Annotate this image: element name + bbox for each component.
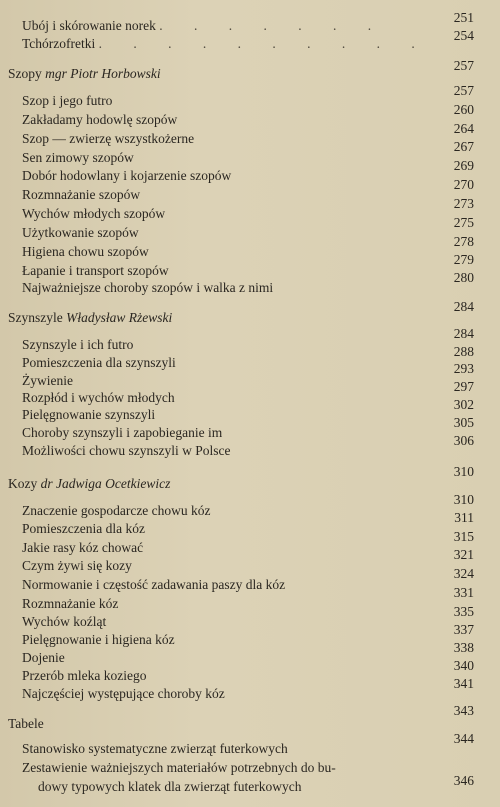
toc-entry — [22, 131, 500, 147]
toc-entry-title: Zestawienie ważniejszych materiałów potrzebnych do bu- — [22, 760, 336, 775]
section-heading — [8, 476, 500, 492]
toc-entry — [22, 521, 500, 537]
toc-entry — [22, 263, 500, 279]
toc-page-number: 275 — [453, 215, 474, 230]
toc-entry-title: Przerób mleka koziego — [22, 668, 147, 683]
toc-entry — [22, 632, 500, 648]
toc-page-number: 302 — [453, 397, 474, 412]
toc-entry-title: Ubój i skórowanie norek — [22, 18, 156, 33]
toc-page-number: 311 — [454, 510, 474, 525]
toc-page-number: 269 — [453, 158, 474, 173]
toc-entry-title: Możliwości chowu szynszyli w Polsce — [22, 443, 231, 458]
toc-entry-title: Pomieszczenia dla kóz — [22, 521, 145, 536]
toc-entry — [22, 650, 500, 666]
section-page-number: 257 — [453, 58, 474, 73]
toc-page-number: 257 — [453, 83, 474, 98]
toc-entry — [22, 244, 500, 260]
section-author: mgr Piotr Horbowski — [45, 66, 161, 81]
section-author: dr Jadwiga Ocetkiewicz — [40, 476, 171, 491]
toc-entry: Tchórzofretki . . . . . . . . . . — [22, 36, 429, 51]
toc-entry-title: Rozpłód i wychów młodych — [22, 390, 175, 405]
toc-page-number: 324 — [453, 566, 474, 581]
toc-entry — [22, 503, 500, 519]
section-heading — [8, 310, 500, 326]
toc-entry-title: Dojenie — [22, 650, 65, 665]
toc-entry — [22, 280, 500, 296]
toc-entry-title: Stanowisko systematyczne zwierząt futerkowych — [22, 741, 288, 756]
section-heading — [8, 716, 500, 732]
toc-entry — [22, 668, 500, 684]
toc-entry-title: Pielęgnowanie szynszyli — [22, 407, 156, 422]
toc-page-number: 267 — [453, 139, 474, 154]
toc-entry-title: Łapanie i transport szopów — [22, 263, 169, 278]
toc-page-number: 340 — [453, 658, 474, 673]
section-title: Szynszyle — [8, 310, 63, 325]
toc-entry — [22, 337, 500, 353]
toc-entry-title: Rozmnażanie szopów — [22, 187, 141, 202]
toc-page-number: 284 — [453, 326, 474, 341]
toc-page-number: 251 — [453, 10, 474, 25]
toc-entry-title: Zakładamy hodowlę szopów — [22, 112, 178, 127]
toc-entry — [22, 425, 500, 441]
toc-page-number: 254 — [453, 28, 474, 43]
toc-entry-title: Sen zimowy szopów — [22, 150, 134, 165]
toc-entry-title: Tchórzofretki — [22, 36, 96, 51]
toc-page-number: 306 — [453, 433, 474, 448]
toc-page-number: 270 — [453, 177, 474, 192]
section-page-number: 343 — [453, 703, 474, 718]
toc-page-number: 331 — [453, 585, 474, 600]
toc-entry-title: Wychów koźląt — [22, 614, 107, 629]
toc-page-number: 337 — [453, 622, 474, 637]
toc-page-number: 344 — [453, 731, 474, 746]
toc-page-number: 305 — [453, 415, 474, 430]
toc-page-number: 297 — [453, 379, 474, 394]
toc-entry — [22, 93, 500, 109]
toc-entry-title: Higiena chowu szopów — [22, 244, 149, 259]
toc-entry-title: Szop — zwierzę wszystkożerne — [22, 131, 195, 146]
toc-entry — [22, 373, 500, 389]
toc-entry — [22, 540, 500, 556]
section-title: Kozy — [8, 476, 38, 491]
toc-entry — [22, 206, 500, 222]
toc-page-number: 315 — [453, 529, 474, 544]
toc-entry — [22, 150, 500, 166]
section-author: Władysław Rżewski — [66, 310, 173, 325]
toc-entry — [22, 168, 500, 184]
toc-entry-title: Choroby szynszyli i zapobieganie im — [22, 425, 223, 440]
toc-entry-title: Pomieszczenia dla szynszyli — [22, 355, 176, 370]
toc-page-number: 273 — [453, 196, 474, 211]
section-title: Tabele — [8, 716, 44, 731]
toc-page-number: 280 — [453, 270, 474, 285]
toc-page-number: 288 — [453, 344, 474, 359]
toc-page-number: 293 — [453, 361, 474, 376]
toc-entry — [22, 443, 500, 459]
toc-entry-title: Rozmnażanie kóz — [22, 596, 119, 611]
toc-page-number: 310 — [453, 492, 474, 507]
toc-entry — [22, 187, 500, 203]
toc-entry-title: Szynszyle i ich futro — [22, 337, 134, 352]
toc-entry-title: Znaczenie gospodarcze chowu kóz — [22, 503, 211, 518]
toc-page-number: 279 — [453, 252, 474, 267]
toc-page-number: 346 — [453, 773, 474, 788]
toc-entry — [22, 558, 500, 574]
section-page-number: 284 — [453, 299, 474, 314]
toc-entry-title: Dobór hodowlany i kojarzenie szopów — [22, 168, 232, 183]
toc-entry — [22, 596, 500, 612]
toc-entry-title: Żywienie — [22, 373, 73, 388]
toc-entry — [22, 225, 500, 241]
section-title: Szopy — [8, 66, 42, 81]
toc-entry — [22, 614, 500, 630]
toc-entry-title: Jakie rasy kóz chować — [22, 540, 144, 555]
toc-entry-title: Normowanie i częstość zadawania paszy dla kóz — [22, 577, 286, 592]
toc-entry-title: Pielęgnowanie i higiena kóz — [22, 632, 175, 647]
toc-page-number: 264 — [453, 121, 474, 136]
toc-entry-title: Wychów młodych szopów — [22, 206, 166, 221]
toc-entry-title: Użytkowanie szopów — [22, 225, 139, 240]
toc-entry-title: Najważniejsze choroby szopów i walka z nimi — [22, 280, 274, 295]
toc-entry-title: dowy typowych klatek dla zwierząt futerkowych — [38, 779, 302, 794]
toc-entry — [22, 112, 500, 128]
toc-page-number: 341 — [453, 676, 474, 691]
toc-entry — [22, 760, 500, 776]
toc-page-number: 321 — [453, 547, 474, 562]
section-heading — [8, 66, 500, 82]
toc-entry-title: Czym żywi się kozy — [22, 558, 132, 573]
toc-entry — [22, 390, 500, 406]
toc-entry — [22, 577, 500, 593]
toc-entry-title: Szop i jego futro — [22, 93, 113, 108]
toc-page-number: 278 — [453, 234, 474, 249]
toc-entry — [38, 779, 500, 795]
toc-entry: Ubój i skórowanie norek . . . . . . . — [22, 18, 386, 33]
toc-entry — [22, 355, 500, 371]
section-page-number: 310 — [453, 464, 474, 479]
toc-page-number: 260 — [453, 102, 474, 117]
toc-entry — [22, 407, 500, 423]
toc-page-number: 335 — [453, 604, 474, 619]
toc-page-number: 338 — [453, 640, 474, 655]
toc-entry-title: Najczęściej występujące choroby kóz — [22, 686, 225, 701]
toc-entry — [22, 741, 500, 757]
toc-entry — [22, 686, 500, 702]
